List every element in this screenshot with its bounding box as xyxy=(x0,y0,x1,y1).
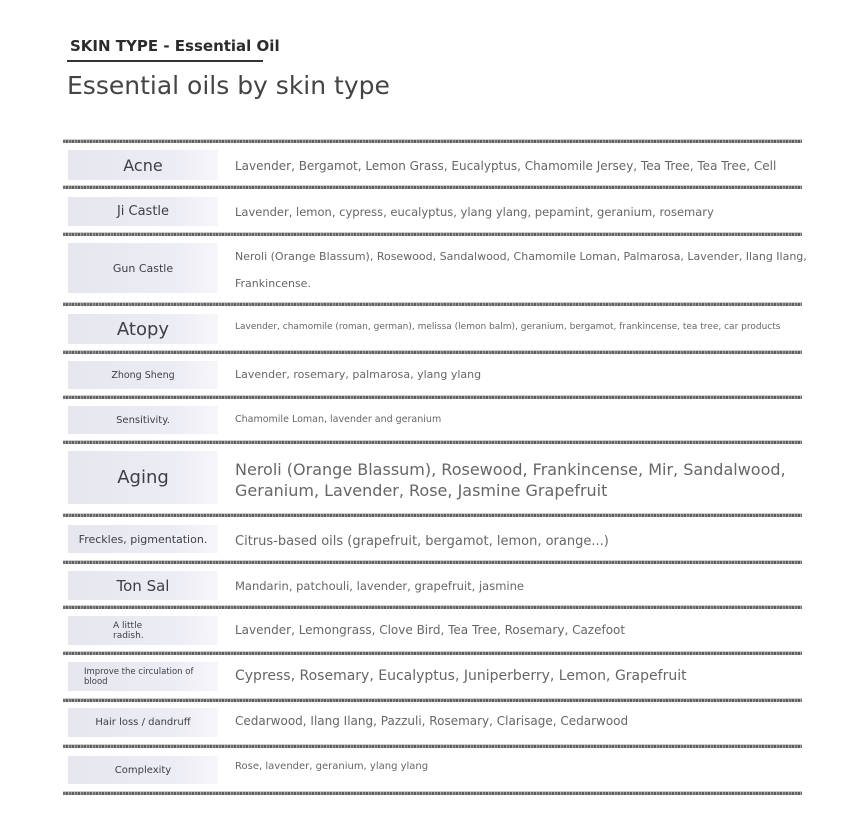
skin-type-label-text: Gun Castle xyxy=(112,261,174,275)
row-divider xyxy=(63,744,802,748)
oil-list: Chamomile Loman, lavender and geranium xyxy=(235,414,442,425)
skin-type-label xyxy=(68,571,218,600)
row-divider xyxy=(63,560,802,564)
skin-type-label xyxy=(68,243,218,293)
oil-list: Cypress, Rosemary, Eucalyptus, Juniperberry, Lemon, Grapefruit xyxy=(235,668,687,684)
oil-list-line2: Geranium, Lavender, Rose, Jasmine Grapefruit xyxy=(235,481,608,500)
row-divider xyxy=(63,651,802,655)
row-divider xyxy=(63,513,802,517)
skin-type-label xyxy=(68,756,218,784)
oil-list-line1: Neroli (Orange Blassum), Rosewood, Frankincense, Mir, Sandalwood, xyxy=(235,460,786,479)
oil-list: Mandarin, patchouli, lavender, grapefruit, jasmine xyxy=(235,579,524,593)
row-divider xyxy=(63,350,802,354)
skin-type-label-line1: Improve the circulation of xyxy=(84,666,194,677)
row-divider xyxy=(63,605,802,609)
row-divider xyxy=(63,698,802,702)
skin-type-label-text: Atopy xyxy=(116,318,170,340)
row-divider xyxy=(63,232,802,236)
skin-type-label xyxy=(68,361,218,389)
skin-type-label-text: Acne xyxy=(123,155,163,175)
oil-list: Lavender, Lemongrass, Clove Bird, Tea Tree, Rosemary, Cazefoot xyxy=(235,623,626,637)
skin-type-label-line1: A little xyxy=(113,620,143,631)
skin-type-label xyxy=(68,525,218,553)
skin-type-label-line2: blood xyxy=(84,676,108,687)
skin-type-label xyxy=(68,451,218,504)
oil-list: Rose, lavender, geranium, ylang ylang xyxy=(235,761,429,772)
skin-type-label xyxy=(68,708,218,737)
skin-type-label xyxy=(68,197,218,226)
skin-type-label-text: Sensitivity. xyxy=(116,414,170,426)
skin-type-label-text: Freckles, pigmentation. xyxy=(78,532,208,546)
skin-type-label-line2: radish. xyxy=(113,630,144,641)
skin-type-label xyxy=(68,314,218,344)
skin-type-label-text: Complexity xyxy=(114,764,172,776)
section-tag-sub: - Essential Oil xyxy=(158,37,280,55)
row-divider xyxy=(63,395,802,399)
row-divider xyxy=(63,440,802,444)
section-tag-main: SKIN TYPE xyxy=(70,37,159,55)
oil-list: Cedarwood, Ilang Ilang, Pazzuli, Rosemary, Clarisage, Cedarwood xyxy=(235,714,629,728)
skin-type-label xyxy=(68,150,218,180)
oil-list: Lavender, rosemary, palmarosa, ylang ylang xyxy=(235,368,482,381)
skin-type-label-text: Aging xyxy=(117,467,169,488)
skin-type-label-text: Ji Castle xyxy=(116,204,170,219)
row-divider xyxy=(63,185,802,189)
skin-type-label-text: Ton Sal xyxy=(116,576,170,595)
oil-list: Citrus-based oils (grapefruit, bergamot, lemon, orange...) xyxy=(235,534,609,549)
row-divider xyxy=(63,139,802,143)
row-divider xyxy=(63,791,802,795)
skin-type-label-text: Zhong Sheng xyxy=(111,369,175,381)
page-title: Essential oils by skin type xyxy=(67,71,390,100)
oil-list: Lavender, lemon, cypress, eucalyptus, ylang ylang, pepamint, geranium, rosemary xyxy=(235,205,714,219)
section-tag-underline xyxy=(67,60,263,62)
oil-list: Lavender, chamomile (roman, german), melissa (lemon balm), geranium, bergamot, frankincense, tea tree, car products xyxy=(235,322,781,332)
skin-type-label xyxy=(68,406,218,434)
section-tag xyxy=(70,37,280,55)
oil-list-line2: Frankincense. xyxy=(235,277,311,290)
row-divider xyxy=(63,302,802,306)
oil-list: Lavender, Bergamot, Lemon Grass, Eucalyptus, Chamomile Jersey, Tea Tree, Tea Tree, Cell xyxy=(235,159,777,173)
skin-type-label xyxy=(68,662,218,691)
skin-type-label xyxy=(68,616,218,645)
skin-type-label-text: Hair loss / dandruff xyxy=(95,717,191,728)
oil-list-line1: Neroli (Orange Blassum), Rosewood, Sandalwood, Chamomile Loman, Palmarosa, Lavender, Ilang Ilang, xyxy=(235,250,807,263)
